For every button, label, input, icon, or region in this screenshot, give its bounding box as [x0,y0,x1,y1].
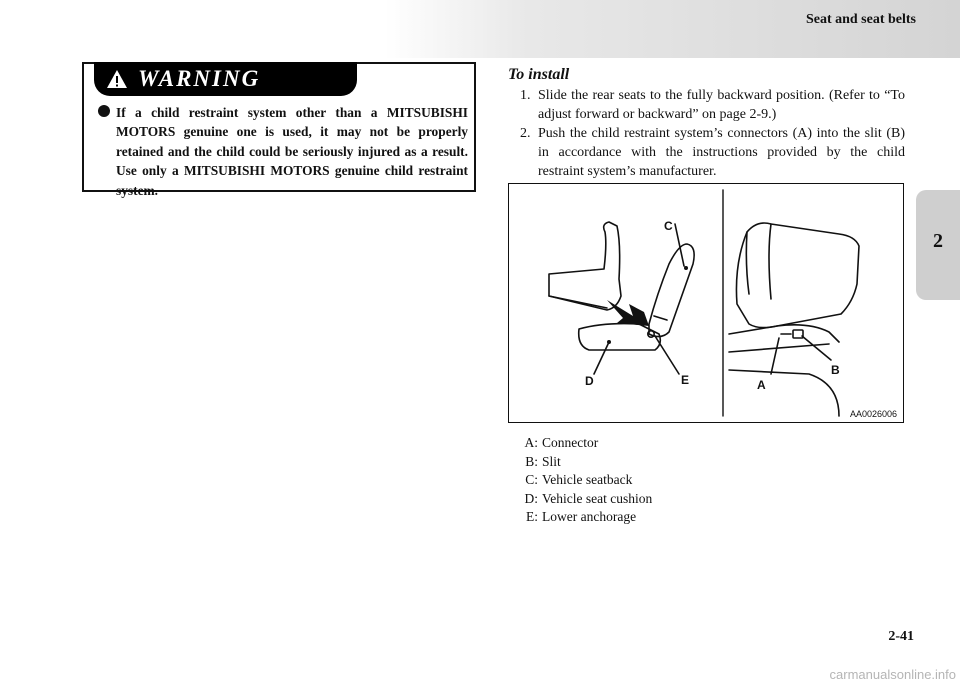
legend-item [518,471,652,490]
legend-text: Vehicle seat cushion [542,490,653,506]
warning-box [82,62,476,198]
step-item [520,86,905,124]
seat-illustration [509,184,903,422]
legend-text: Connector [542,435,599,450]
page-number: 2-41 [888,629,914,644]
label-e: E [681,373,690,387]
label-b: B [831,363,840,377]
legend-item [518,453,652,472]
header-band [385,0,960,58]
section-heading: To install [508,66,570,83]
warning-banner [94,62,357,96]
legend-key: A: [524,435,538,450]
warning-text: If a child restraint system other than a MITSUBISHI MOTORS genuine one is used, it may not be properly retained and the child could be seriously injured as a result. Use only a MITSUBISHI MOTORS genuine child restraint system. [116,105,468,198]
step-text: Push the child restraint system’s connectors (A) into the slit (B) in accordance with the instructions provided by the child restraint system’s manufacturer. [538,126,905,179]
label-c: C [664,219,673,233]
warning-label: WARNING [138,66,261,91]
legend-key: D: [524,490,538,506]
legend-text: Lower anchorage [542,509,637,524]
step-number: 1. [520,88,531,103]
figure-code: AA0026006 [849,409,897,419]
legend-item [518,508,652,527]
legend-key: B: [525,453,538,469]
legend-text: Vehicle seatback [542,472,633,487]
page-header-title: Seat and seat belts [805,12,916,27]
installation-figure [508,183,904,423]
legend-item [518,434,652,453]
warning-triangle-icon [106,69,128,89]
legend-key: E: [526,509,538,524]
step-item [520,124,905,181]
figure-legend [518,434,652,527]
label-a: A [757,378,766,392]
install-steps [520,86,905,181]
chapter-tab [916,190,960,300]
chapter-number: 2 [933,230,943,252]
legend-key: C: [525,472,538,487]
step-text: Slide the rear seats to the fully backward position. (Refer to “To adjust forward or backward” on page 2-9.) [538,88,905,122]
legend-item [518,490,652,509]
legend-text: Slit [542,453,561,469]
step-number: 2. [520,126,531,141]
watermark[interactable]: carmanualsonline.info [829,667,956,682]
bullet-icon [98,105,110,117]
label-d: D [585,374,594,388]
